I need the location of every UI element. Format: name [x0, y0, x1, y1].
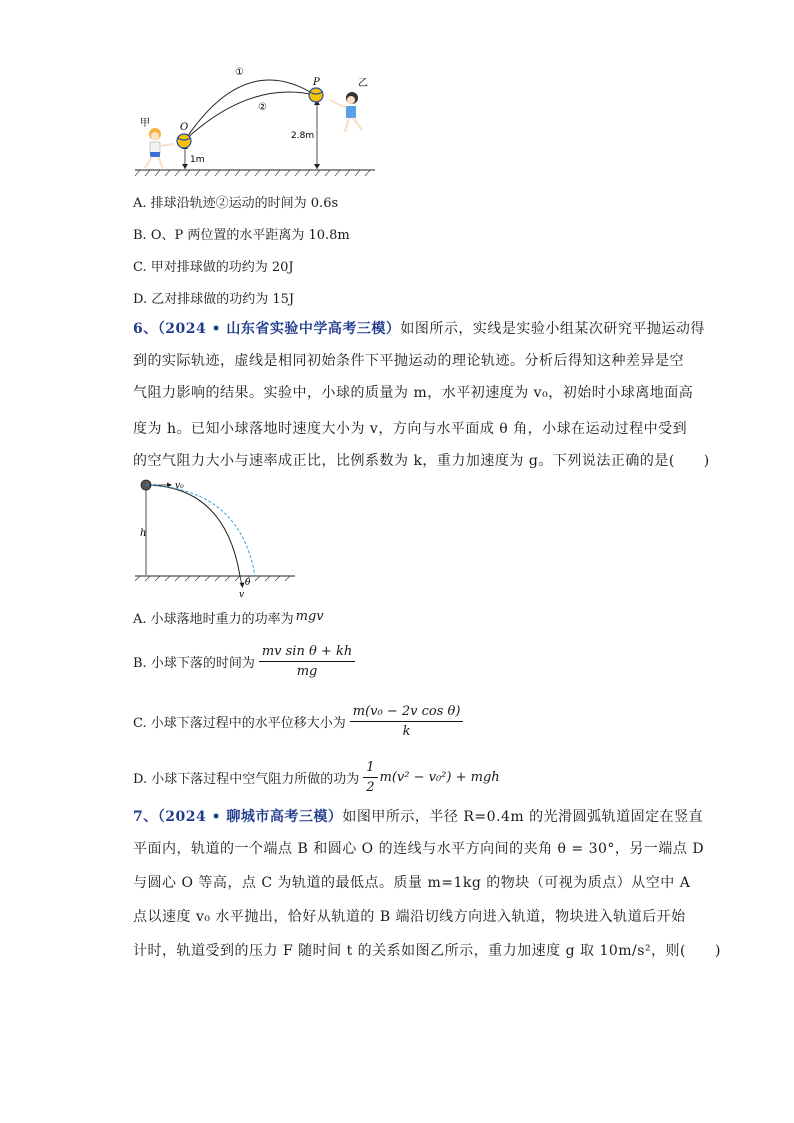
- label-v0: v₀: [175, 481, 184, 491]
- q6-option-b-text: B. 小球下落的时间为: [133, 656, 255, 671]
- q5-option-b: B. O、P 两位置的水平距离为 10.8m: [133, 228, 350, 243]
- label-path2: ②: [258, 102, 267, 113]
- girl-jia-icon: [145, 128, 174, 168]
- q7-number: 7、: [133, 809, 158, 825]
- label-yi: 乙: [358, 78, 368, 89]
- q6-line-5: 的空气阻力大小与速率成正比，比例系数为 k，重力加速度为 g。下列说法正确的是( ): [133, 453, 710, 469]
- q5-option-d: D. 乙对排球做的功约为 15J: [133, 292, 295, 307]
- q7-line-5: 计时，轨道受到的压力 F 随时间 t 的关系如图乙所示，重力加速度 g 取 10m/s²，则( ): [133, 943, 721, 959]
- q6-option-c-text: C. 小球下落过程中的水平位移大小为: [133, 716, 346, 731]
- label-O: O: [180, 122, 189, 133]
- ball-O-icon: [177, 134, 191, 148]
- q6-line-1: [133, 318, 705, 338]
- label-2-8m: 2.8m: [291, 131, 315, 141]
- q6-option-d-math: m(v² − v₀²) + mgh: [379, 770, 500, 785]
- q6-option-c-den: k: [402, 724, 411, 739]
- q6-option-a-math: mgv: [295, 609, 324, 624]
- q7-source-tag: （2024 • 聊城市高考三模）: [157, 809, 343, 825]
- q6-option-b-num: mv sin θ + kh: [259, 644, 355, 662]
- q6-option-b: [133, 644, 355, 679]
- q6-option-c-num: m(v₀ − 2v cos θ): [350, 704, 464, 722]
- label-1m: 1m: [190, 155, 205, 165]
- label-h: h: [140, 528, 147, 539]
- q6-option-a: [133, 608, 324, 627]
- q6-option-d-text: D. 小球下落过程中空气阻力所做的功为: [133, 772, 360, 787]
- q6-option-d-num: 1: [363, 760, 377, 778]
- q7-line-1: [133, 806, 703, 826]
- ball-P-icon: [309, 88, 323, 102]
- label-theta: θ: [245, 578, 251, 588]
- q7-line-4: 点以速度 v₀ 水平抛出，恰好从轨道的 B 端沿切线方向进入轨道，物块进入轨道后开始: [133, 909, 686, 925]
- label-P: P: [313, 77, 320, 88]
- q6-line-2: 到的实际轨迹，虚线是相同初始条件下平抛运动的理论轨迹。分析后得知这种差异是空: [133, 353, 684, 369]
- q6-text-1: 如图所示，实线是实验小组某次研究平抛运动得: [400, 321, 705, 337]
- q6-option-a-text: A. 小球落地时重力的功率为: [133, 612, 294, 627]
- q6-option-b-den: mg: [296, 664, 318, 679]
- q6-option-c-fraction: [350, 704, 464, 739]
- q7-line-3: 与圆心 O 等高，点 C 为轨道的最低点。质量 m=1kg 的物块（可视为质点）从空中 A: [133, 875, 691, 891]
- q7-text-1: 如图甲所示，半径 R=0.4m 的光滑圆弧轨道固定在竖直: [342, 809, 704, 825]
- label-path1: ①: [235, 67, 244, 78]
- label-jia: 甲: [140, 118, 150, 129]
- q6-option-d: [133, 760, 500, 795]
- q5-option-a: A. 排球沿轨迹②运动的时间为 0.6s: [133, 196, 339, 211]
- q5-option-c: C. 甲对排球做的功约为 20J: [133, 260, 294, 275]
- volleyball-figure: [130, 60, 380, 180]
- q6-line-4: 度为 h。已知小球落地时速度大小为 v，方向与水平面成 θ 角，小球在运动过程中受到: [133, 421, 688, 437]
- q6-line-3: 气阻力影响的结果。实验中，小球的质量为 m，水平初速度为 v₀，初始时小球离地面高: [133, 385, 694, 401]
- q6-option-c: [133, 704, 463, 739]
- q7-line-2: 平面内，轨道的一个端点 B 和圆心 O 的连线与水平方向间的夹角 θ = 30°，另一端点 D: [133, 841, 705, 857]
- q6-option-d-den: 2: [366, 780, 375, 795]
- actual-trajectory: [146, 485, 240, 576]
- q6-option-b-fraction: [259, 644, 355, 679]
- girl-yi-icon: [330, 92, 362, 132]
- projectile-figure: [130, 476, 300, 601]
- label-v: v: [239, 590, 245, 600]
- q6-source-tag: （2024 • 山东省实验中学高考三模）: [157, 321, 401, 337]
- q6-option-d-fraction: [363, 760, 377, 795]
- theoretical-trajectory: [146, 485, 255, 576]
- q6-number: 6、: [133, 321, 158, 337]
